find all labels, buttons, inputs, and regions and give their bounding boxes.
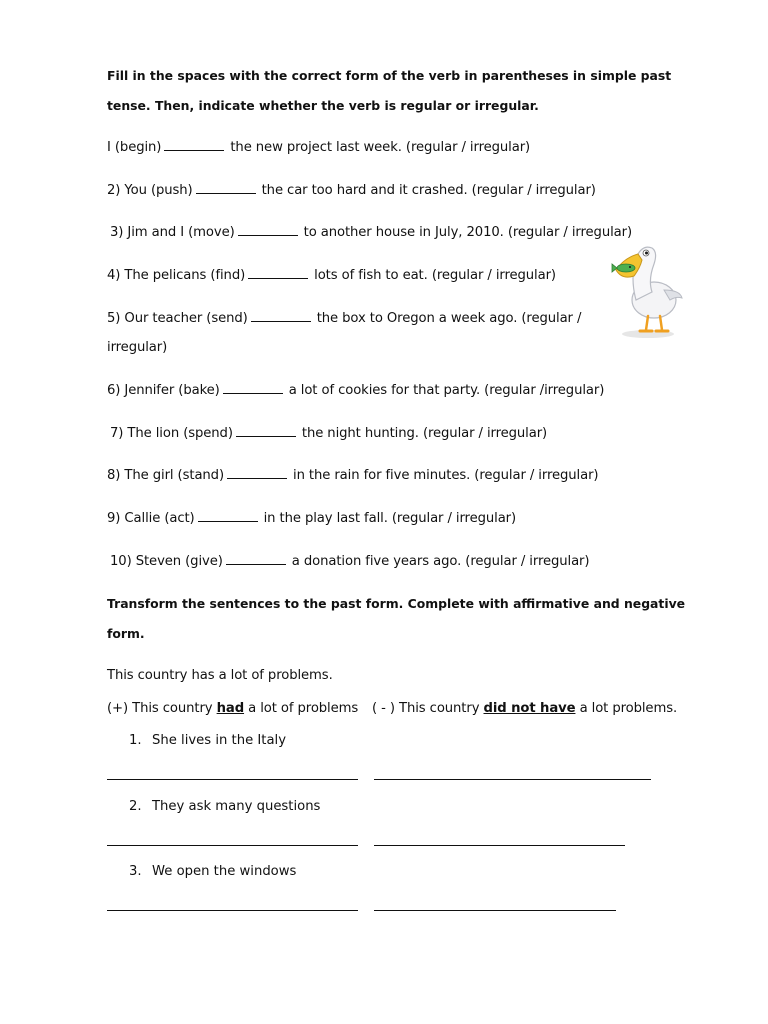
exercise-number: 2. [129,799,142,814]
exercise-item-4 [107,267,556,283]
item-prompt: 5) Our teacher (send) [107,311,248,326]
item-rest: to another house in July, 2010. (regular / irregular) [303,225,632,240]
item-rest: the night hunting. (regular / irregular) [301,426,548,441]
item-rest: a lot of cookies for that party. (regular /irregular) [288,383,605,398]
item-prompt: 3) Jim and I (move) [110,225,235,240]
instructions2-line-1: Transform the sentences to the past form. Complete with affirmative and negative [107,596,686,611]
answer-line-affirmative[interactable] [107,910,358,911]
affirmative-suffix: a lot of problems [248,701,359,716]
item-prompt: 7) The lion (spend) [110,426,233,441]
exercise-text: We open the windows [152,864,297,879]
example-sentence: This country has a lot of problems. [107,668,333,683]
exercise-number: 3. [129,864,142,879]
instructions-line-1: Fill in the spaces with the correct form of the verb in parentheses in simple past [107,68,672,83]
affirmative-verb: had [216,701,245,716]
answer-line-negative[interactable] [374,910,616,911]
item-rest: in the play last fall. (regular / irregular) [263,511,517,526]
answer-line-negative[interactable] [374,779,651,780]
item-prompt: 4) The pelicans (find) [107,268,246,283]
exercise-item-8 [107,467,598,483]
item-rest: lots of fish to eat. (regular / irregular) [314,268,556,283]
example-affirmative [107,701,358,716]
exercise-item-5-continued: irregular) [107,340,168,355]
item-prompt: 10) Steven (give) [110,554,223,569]
item-rest: a donation five years ago. (regular / irregular) [291,554,590,569]
item-prompt: 9) Callie (act) [107,511,195,526]
exercise-item-1 [107,139,530,155]
negative-suffix: a lot problems. [579,701,678,716]
answer-line-affirmative[interactable] [107,845,358,846]
answer-line-affirmative[interactable] [107,779,358,780]
exercise-text: They ask many questions [152,799,321,814]
item-prompt: 2) You (push) [107,183,193,198]
pelican-illustration [608,238,688,338]
example-negative [372,701,677,716]
exercise-item-5 [107,310,581,326]
answer-blank [248,267,308,279]
instructions2-line-2: form. [107,626,145,641]
item-rest: the new project last week. (regular / irregular) [230,140,531,155]
exercise-item-10 [110,553,589,569]
exercise-item-7 [110,425,547,441]
affirmative-prefix: (+) This country [107,701,213,716]
answer-blank [226,553,286,565]
answer-blank [223,382,283,394]
negative-verb: did not have [483,701,576,716]
answer-blank [164,139,224,151]
answer-blank [227,467,287,479]
exercise-item-9 [107,510,516,526]
negative-prefix: ( - ) This country [372,701,480,716]
item-prompt: 8) The girl (stand) [107,468,225,483]
instructions-line-2: tense. Then, indicate whether the verb is regular or irregular. [107,98,539,113]
item-prompt: 6) Jennifer (bake) [107,383,220,398]
answer-blank [236,425,296,437]
exercise-item-3 [110,224,632,240]
answer-blank [198,510,258,522]
answer-line-negative[interactable] [374,845,625,846]
exercise-item-6 [107,382,604,398]
item-rest: the box to Oregon a week ago. (regular / [316,311,582,326]
answer-blank [196,182,256,194]
item-rest: in the rain for five minutes. (regular / irregular) [293,468,599,483]
exercise-item-2 [107,182,596,198]
answer-blank [251,310,311,322]
item-prompt: I (begin) [107,140,162,155]
answer-blank [238,224,298,236]
exercise-number: 1. [129,733,142,748]
exercise-text: She lives in the Italy [152,733,286,748]
item-rest: the car too hard and it crashed. (regular / irregular) [261,183,596,198]
